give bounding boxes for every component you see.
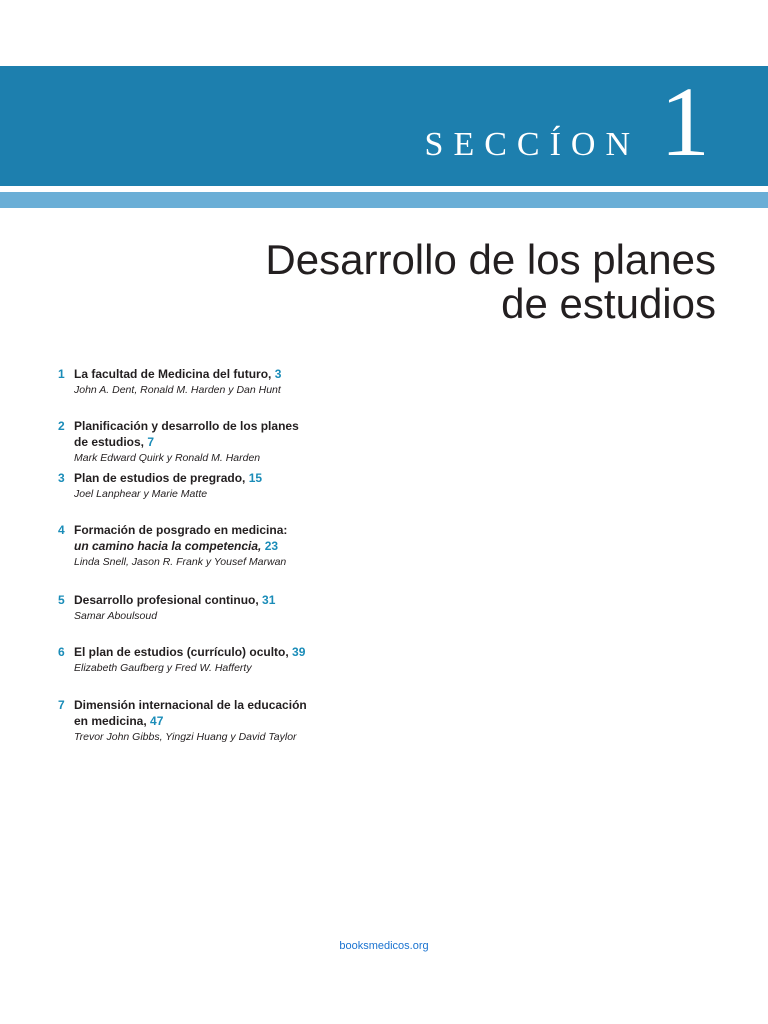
chapter-title: Planificación y desarrollo de los planes de estudios, 7 [74,419,299,449]
banner-stripe [0,192,768,208]
page-title [265,238,716,326]
section-word: SECCÍON [424,126,640,163]
chapter-authors: Mark Edward Quirk y Ronald M. Harden [74,452,261,464]
chapter-number: 1 [58,367,65,381]
page-number: 15 [248,471,263,485]
page-number: 23 [264,539,279,553]
chapter-title: La facultad de Medicina del futuro, 3 [74,367,282,381]
page-title-line-1: Desarrollo de los planes [265,236,716,283]
chapter-number: 2 [58,419,65,433]
page-number: 3 [274,367,282,381]
chapter-number: 4 [58,523,65,537]
chapter-number: 5 [58,593,65,607]
chapter-authors: Trevor John Gibbs, Yingzi Huang y David Taylor [74,731,297,743]
chapter-number: 6 [58,645,65,659]
chapter-title: Plan de estudios de pregrado, 15 [74,471,263,485]
chapter-number: 7 [58,698,65,712]
page-number: 7 [147,435,155,449]
section-heading [424,66,710,177]
chapter-title: Dimensión internacional de la educación en medicina, 47 [74,698,307,728]
page-number: 39 [292,645,306,659]
page-title-line-2: de estudios [501,280,716,327]
chapter-authors: John A. Dent, Ronald M. Harden y Dan Hunt [74,384,281,396]
footer-watermark-link[interactable]: booksmedicos.org [339,940,429,952]
chapter-title: Formación de posgrado en medicina: un camino hacia la competencia, 23 [74,523,288,553]
chapter-authors: Samar Aboulsoud [74,610,158,622]
page-number: 47 [150,714,164,728]
chapter-authors: Linda Snell, Jason R. Frank y Yousef Marwan [74,556,287,568]
page-number: 31 [262,593,276,607]
chapter-authors: Joel Lanphear y Marie Matte [74,488,208,500]
chapter-title: El plan de estudios (currículo) oculto, 39 [74,645,306,659]
chapter-number: 3 [58,471,65,485]
chapter-title: Desarrollo profesional continuo, 31 [74,593,276,607]
section-number: 1 [660,66,710,177]
chapter-authors: Elizabeth Gaufberg y Fred W. Hafferty [74,662,252,674]
